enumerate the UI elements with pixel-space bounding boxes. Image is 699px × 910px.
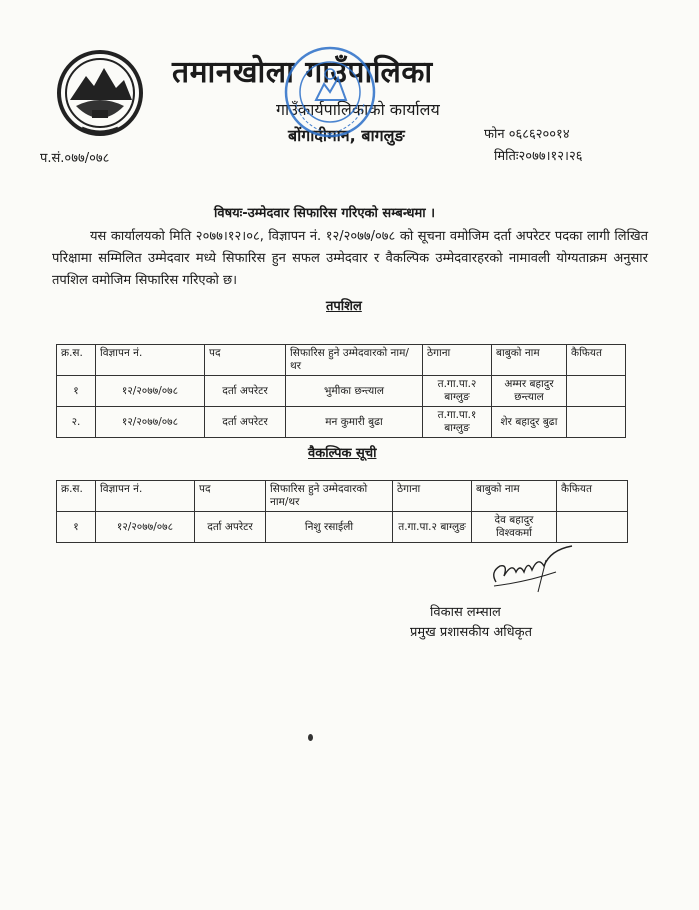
cell-father: देव बहादुर विश्वकर्मा <box>472 512 557 543</box>
cell-sn: १ <box>57 512 96 543</box>
col-post: पद <box>205 345 286 376</box>
recommended-candidates-table <box>56 344 626 438</box>
table-row <box>57 512 628 543</box>
cell-father: अम्मर बहादुर छन्त्याल <box>492 376 567 407</box>
cell-address: त.गा.पा.२ बाग्लुङ <box>393 512 472 543</box>
signatory-title: प्रमुख प्रशासकीय अधिकृत <box>410 625 533 640</box>
cell-candidate: भुमीका छन्त्याल <box>286 376 423 407</box>
col-candidate: सिफारिस हुने उम्मेदवारको नाम/थर <box>286 345 423 376</box>
col-sn: क्र.स. <box>57 481 96 512</box>
scan-mark <box>308 734 313 741</box>
col-father: बाबुको नाम <box>492 345 567 376</box>
letter-body <box>52 226 648 292</box>
cell-post: दर्ता अपरेटर <box>205 376 286 407</box>
cell-advert-no: १२/२०७७/०७८ <box>96 376 205 407</box>
col-remarks: कैफियत <box>557 481 628 512</box>
alternate-candidates-table <box>56 480 628 543</box>
col-father: बाबुको नाम <box>472 481 557 512</box>
section-heading-details: तपशिल <box>326 299 362 314</box>
table-row <box>57 407 626 438</box>
phone-number: फोन ०६८६२००१४ <box>484 127 570 142</box>
cell-advert-no: १२/२०७७/०७८ <box>96 512 195 543</box>
signatory-name: विकास लम्साल <box>430 605 501 620</box>
col-advert-no: विज्ञापन नं. <box>96 481 195 512</box>
cell-address: त.गा.पा.१ बाग्लुङ <box>423 407 492 438</box>
col-sn: क्र.स. <box>57 345 96 376</box>
cell-candidate: मन कुमारी बुढा <box>286 407 423 438</box>
cell-sn: २. <box>57 407 96 438</box>
cell-remarks <box>567 407 626 438</box>
col-candidate: सिफारिस हुने उम्मेदवारको नाम/थर <box>266 481 393 512</box>
cell-remarks <box>557 512 628 543</box>
body-paragraph: यस कार्यालयको मिति २०७७।१२।०८, विज्ञापन नं. १२/२०७७/०७८ को सूचना वमोजिम दर्ता अपरेटर पदका लागी लिखित परिक्षामा सम्मिलित उम्मेदवार मध्ये सिफारिस हुन सफल उम्मेदवार र वैकल्पिक उम्मेदवारहरको नामावली योग्यताक्रम अनुसार तपशिल वमोजिम सिफारिस गरिएको छ। <box>52 229 648 288</box>
letter-date: मितिः२०७७।१२।२६ <box>494 149 583 164</box>
col-address: ठेगाना <box>393 481 472 512</box>
cell-sn: १ <box>57 376 96 407</box>
cell-father: शेर बहादुर बुढा <box>492 407 567 438</box>
office-address: बोंगादीमान, बागलुङ <box>288 126 405 145</box>
office-subtitle: गाउँकार्यपालिकाको कार्यालय <box>276 100 440 119</box>
table-row <box>57 376 626 407</box>
cell-advert-no: १२/२०७७/०७८ <box>96 407 205 438</box>
letter-subject: विषयः-उम्मेदवार सिफारिस गरिएको सम्बन्धमा । <box>214 206 436 221</box>
col-advert-no: विज्ञापन नं. <box>96 345 205 376</box>
cell-post: दर्ता अपरेटर <box>205 407 286 438</box>
cell-post: दर्ता अपरेटर <box>195 512 266 543</box>
table-header-row <box>57 345 626 376</box>
section-heading-alternate-list: वैकल्पिक सूची <box>308 446 377 461</box>
col-remarks: कैफियत <box>567 345 626 376</box>
col-post: पद <box>195 481 266 512</box>
cell-candidate: निशु रसाईली <box>266 512 393 543</box>
reference-number: प.सं.०७७/०७८ <box>40 151 110 166</box>
government-emblem-icon <box>52 48 148 138</box>
cell-remarks <box>567 376 626 407</box>
table-header-row <box>57 481 628 512</box>
col-address: ठेगाना <box>423 345 492 376</box>
cell-address: त.गा.पा.२ बाग्लुङ <box>423 376 492 407</box>
office-title: तमानखोला गाउँपालिका <box>172 55 433 90</box>
official-seal-icon <box>282 44 378 140</box>
signature-icon <box>486 542 576 598</box>
